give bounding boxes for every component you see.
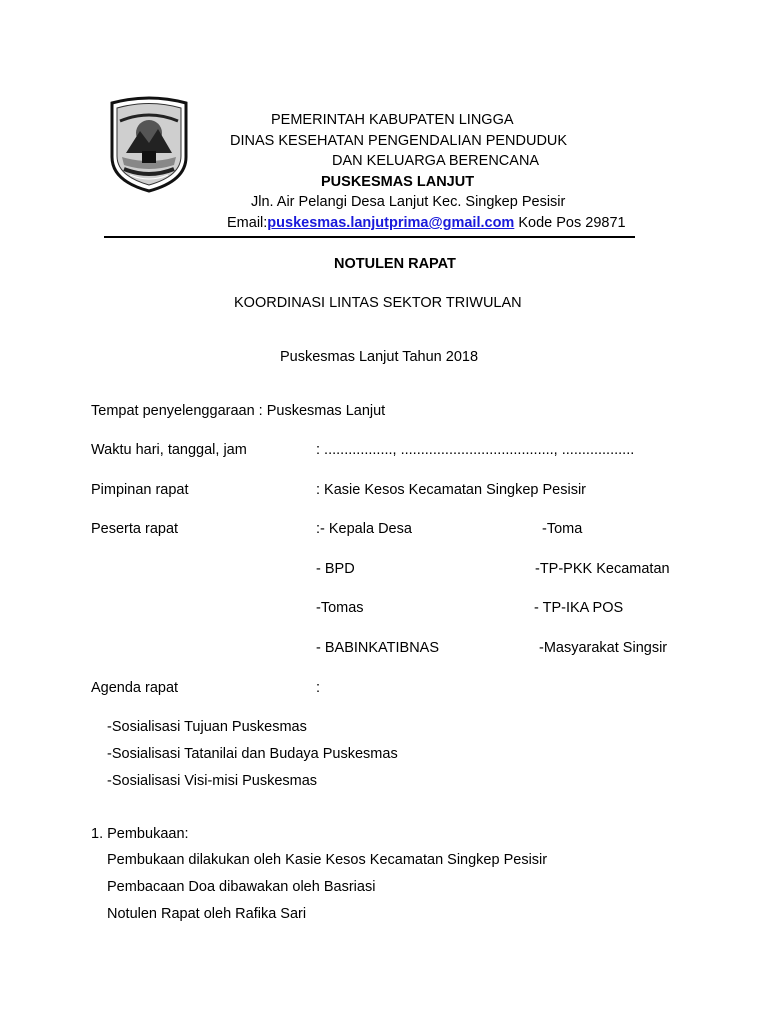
header-line-puskesmas: PUSKESMAS LANJUT — [321, 174, 475, 190]
field-pimpinan-value: : Kasie Kesos Kecamatan Singkep Pesisir — [316, 482, 586, 498]
field-agenda-label: Agenda rapat — [91, 680, 179, 696]
section-pembukaan-heading: 1. Pembukaan: — [91, 826, 189, 842]
field-peserta-label: Peserta rapat — [91, 521, 179, 537]
header-line-department: DINAS KESEHATAN PENGENDALIAN PENDUDUK — [230, 133, 568, 149]
pembukaan-line: Notulen Rapat oleh Rafika Sari — [107, 906, 307, 922]
peserta-left-item: -Tomas — [316, 600, 364, 616]
document-subtitle-year: Puskesmas Lanjut Tahun 2018 — [280, 349, 479, 365]
agenda-item: -Sosialisasi Tujuan Puskesmas — [107, 719, 307, 735]
peserta-left-item: - BPD — [316, 561, 355, 577]
peserta-left-item: - BABINKATIBNAS — [316, 640, 440, 656]
peserta-right-item: -Toma — [542, 521, 583, 537]
kabupaten-lingga-logo — [108, 95, 190, 193]
field-agenda-colon: : — [316, 680, 321, 696]
postal-code: Kode Pos 29871 — [514, 215, 626, 231]
pembukaan-line: Pembukaan dilakukan oleh Kasie Kesos Kecamatan Singkep Pesisir — [107, 852, 548, 868]
agenda-item: -Sosialisasi Tatanilai dan Budaya Puskesmas — [107, 746, 398, 762]
header-contact — [227, 216, 626, 231]
field-waktu-label: Waktu hari, tanggal, jam — [91, 442, 247, 458]
field-waktu-value: : ................., ......................................, .................. — [316, 442, 635, 458]
email-link[interactable]: puskesmas.lanjutprima@gmail.com — [267, 215, 515, 231]
peserta-right-item: -TP-PKK Kecamatan — [535, 561, 670, 577]
pembukaan-line: Pembacaan Doa dibawakan oleh Basriasi — [107, 879, 376, 895]
header-address: Jln. Air Pelangi Desa Lanjut Kec. Singkep Pesisir — [251, 194, 566, 210]
field-pimpinan-label: Pimpinan rapat — [91, 482, 189, 498]
peserta-left-item: :- Kepala Desa — [316, 521, 412, 537]
peserta-right-item: -Masyarakat Singsir — [539, 640, 668, 656]
header-line-department-cont: DAN KELUARGA BERENCANA — [332, 153, 540, 169]
field-tempat: Tempat penyelenggaraan : Puskesmas Lanjut — [91, 403, 386, 419]
header-divider — [104, 236, 635, 238]
agenda-item: -Sosialisasi Visi-misi Puskesmas — [107, 773, 318, 789]
header-line-government: PEMERINTAH KABUPATEN LINGGA — [271, 112, 514, 128]
email-label: Email: — [227, 215, 268, 231]
document-title: NOTULEN RAPAT — [334, 256, 456, 272]
peserta-right-item: - TP-IKA POS — [534, 600, 624, 616]
document-subtitle: KOORDINASI LINTAS SEKTOR TRIWULAN — [234, 295, 522, 311]
